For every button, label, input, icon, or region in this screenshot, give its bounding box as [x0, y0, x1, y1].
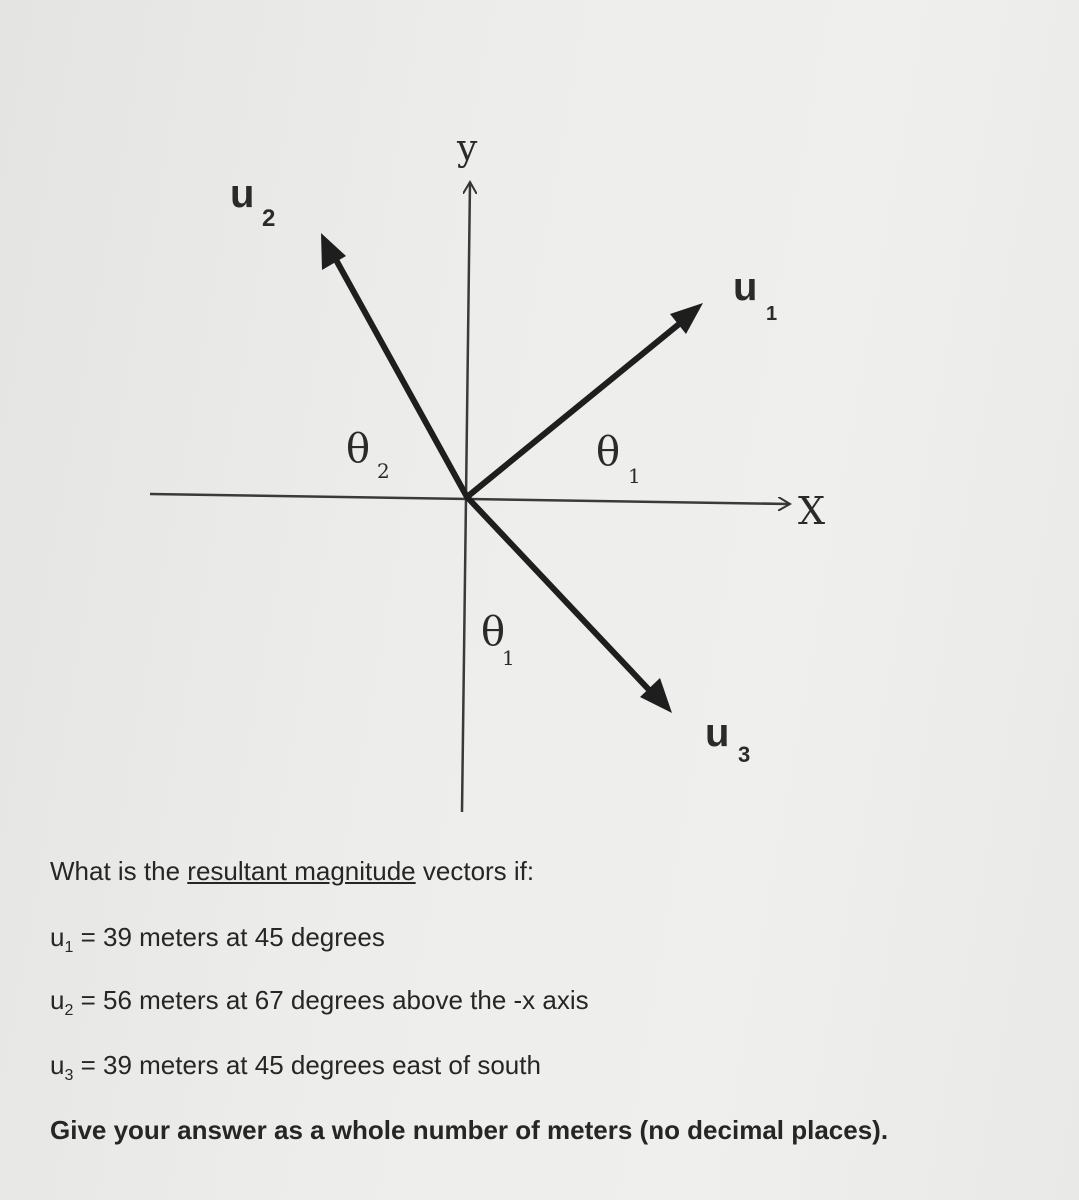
u3-text: = 39 meters at 45 degrees east of south	[73, 1050, 541, 1080]
svg-text:θ: θ	[481, 609, 506, 655]
vector-u3-label	[705, 711, 750, 767]
angle-theta1-upper-label	[596, 429, 641, 488]
svg-text:2: 2	[377, 459, 390, 483]
u1-symbol: u	[50, 922, 65, 952]
prompt-prefix: What is the	[50, 856, 188, 886]
u1-subscript: 1	[64, 939, 74, 957]
svg-text:1: 1	[766, 303, 778, 325]
u2-statement	[50, 985, 1060, 1020]
u1-text: = 39 meters at 45 degrees	[73, 922, 385, 952]
u3-symbol: u	[50, 1050, 65, 1080]
svg-text:θ: θ	[596, 429, 621, 475]
vector-u1-arrow	[467, 303, 703, 497]
svg-text:θ: θ	[346, 426, 371, 472]
svg-text:1: 1	[628, 464, 641, 488]
vector-u2-label	[230, 172, 275, 232]
svg-text:3: 3	[738, 742, 751, 767]
u2-text: = 56 meters at 67 degrees above the -x axis	[73, 985, 589, 1015]
svg-text:1: 1	[502, 646, 515, 670]
answer-instruction: Give your answer as a whole number of meters (no decimal places).	[50, 1115, 889, 1145]
u2-subscript: 2	[64, 1002, 74, 1020]
svg-text:u: u	[733, 265, 758, 309]
u1-statement	[50, 922, 1060, 957]
u2-symbol: u	[50, 985, 65, 1015]
prompt-suffix: vectors if:	[415, 856, 535, 886]
angle-theta2-label	[346, 426, 390, 483]
prompt-underlined: resultant magnitude	[187, 856, 416, 886]
u3-statement	[50, 1050, 1060, 1085]
svg-text:u: u	[705, 711, 730, 755]
x-axis-label: X	[798, 489, 826, 533]
question-prompt	[50, 856, 1060, 887]
svg-text:u: u	[230, 172, 255, 216]
y-axis-label: y	[457, 128, 478, 169]
angle-theta1-lower-label	[481, 609, 515, 670]
vector-u3-arrow	[467, 497, 672, 713]
vector-u1-label	[733, 265, 777, 325]
u3-subscript: 3	[64, 1067, 74, 1085]
svg-text:2: 2	[262, 205, 276, 232]
vector-u2-arrow	[321, 233, 467, 497]
